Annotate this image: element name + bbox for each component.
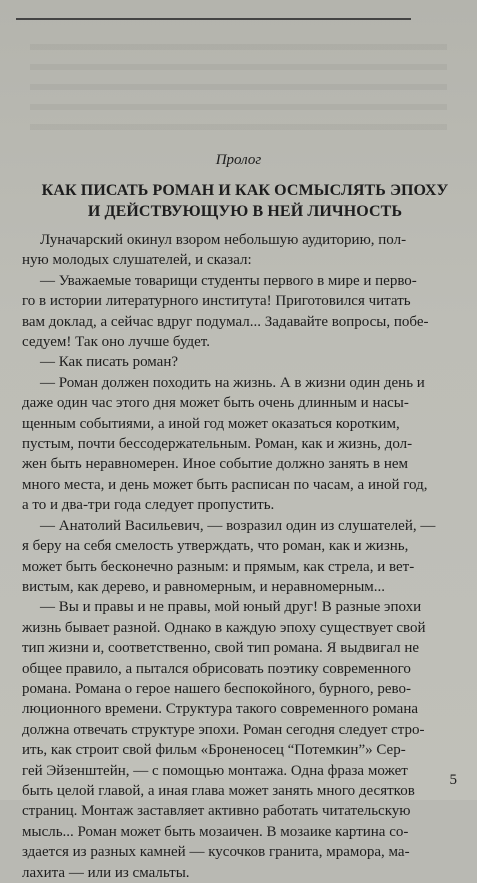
text-line: общее правило, а пытался обрисовать поэтику современного (22, 660, 411, 677)
text-line: щенным событиями, а иной год может оказаться коротким, (22, 415, 400, 432)
text-line: го в истории литературного института! Приготовился читать (22, 293, 411, 310)
top-rule (16, 18, 411, 20)
text-line: жизнь бывает разной. Однако в каждую эпоху существует свой (22, 619, 426, 636)
text-line: романа. Романа о герое нашего беспокойного, бурного, рево- (22, 680, 411, 697)
text-line: — Вы и правы и не правы, мой юный друг! В разные эпохи (40, 599, 422, 616)
text-line: Луначарский окинул взором небольшую аудиторию, пол- (40, 232, 407, 248)
text-line: — Как писать роман? (40, 354, 179, 371)
bleed-through-text (30, 30, 447, 140)
page-number: 5 (449, 772, 457, 788)
text-line: жен быть неравномерен. Иное событие должно занять в нем (22, 456, 408, 473)
text-line: здается из разных камней — кусочков гранита, мрамора, ма- (22, 844, 410, 861)
prolog-label: Пролог (215, 152, 262, 168)
text-line: мысль... Роман может быть мозаичен. В мозаике картина со- (22, 823, 409, 840)
heading-line-2: И ДЕЙСТВУЮЩУЮ В НЕЙ ЛИЧНОСТЬ (87, 203, 403, 220)
text-line: — Уважаемые товарищи студенты первого в мире и перво- (40, 272, 417, 289)
text-line: — Анатолий Васильевич, — возразил один из слушателей, — (40, 517, 436, 534)
text-line: много места, и день может быть расписан по часам, а иной год, (22, 476, 428, 493)
text-line: может быть бесконечно разным: и прямым, как стрела, и вет- (22, 558, 415, 575)
text-line: люционного времени. Структура такого современного романа (22, 701, 419, 718)
text-line: даже один час этого дня может быть очень длинным и насы- (22, 395, 409, 412)
text-line: я беру на себя смелость утверждать, что роман, как и жизнь, (22, 538, 409, 555)
text-line: — Роман должен походить на жизнь. А в жизни один день и (40, 374, 425, 391)
text-line: ную молодых слушателей, и сказал: (22, 252, 252, 269)
text-line: тип жизни и, соответственно, свой тип романа. Я выдвигал не (22, 640, 420, 657)
chapter-heading (40, 180, 450, 222)
text-line: а то и два-три года следует пропустить. (22, 497, 275, 514)
text-line: быть целой главой, а иная глава может занять много десятков (22, 782, 415, 799)
text-line: должна отвечать структуре эпохи. Роман сегодня следует стро- (22, 721, 425, 738)
heading-line-1: КАК ПИСАТЬ РОМАН И КАК ОСМЫСЛЯТЬ ЭПОХУ (41, 182, 449, 199)
text-line: вам доклад, а сейчас вдруг подумал... Задавайте вопросы, побе- (22, 313, 429, 330)
text-line: лахита — или из смальты. (22, 864, 190, 881)
text-line: страниц. Монтаж заставляет активно работать читательскую (22, 803, 411, 820)
text-line: ить, как строит свой фильм «Броненосец “Потемкин”» Сер- (22, 742, 406, 759)
text-line: седуем! Так оно лучше будет. (22, 334, 210, 351)
body-text (22, 230, 452, 883)
text-line: пустым, почти бессодержательным. Роман, как и жизнь, дол- (22, 436, 413, 453)
text-line: гей Эйзенштейн, — с помощью монтажа. Одна фраза может (22, 762, 408, 779)
text-line: вистым, как дерево, и равномерным, и неравномерным... (22, 578, 386, 595)
